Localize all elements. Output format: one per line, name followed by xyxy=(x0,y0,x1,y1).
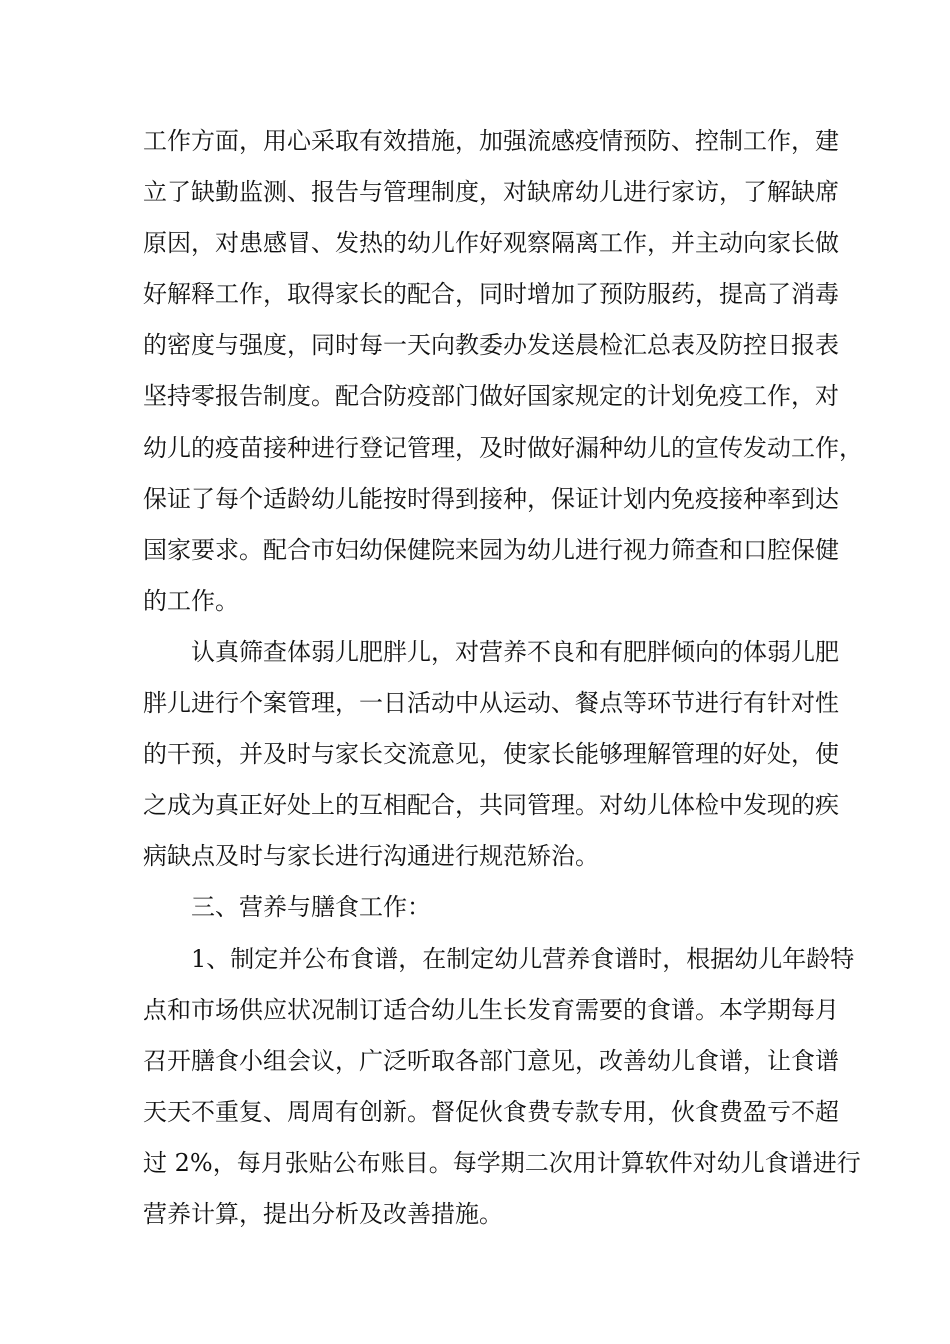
text-line: 胖儿进行个案管理，一日活动中从运动、餐点等环节进行有针对性 xyxy=(143,689,839,718)
text-line: 的工作。 xyxy=(143,586,239,615)
paragraph-start-line: 认真筛查体弱儿肥胖儿，对营养不良和有肥胖倾向的体弱儿肥 xyxy=(191,637,839,666)
text-line: 保证了每个适龄幼儿能按时得到接种，保证计划内免疫接种率到达 xyxy=(143,484,839,513)
text-line: 召开膳食小组会议，广泛听取各部门意见，改善幼儿食谱，让食谱 xyxy=(143,1046,839,1075)
paragraph-start-line: 1、制定并公布食谱，在制定幼儿营养食谱时，根据幼儿年龄特 xyxy=(191,944,855,973)
text-line: 好解释工作，取得家长的配合，同时增加了预防服药，提高了消毒 xyxy=(143,280,839,309)
text-line: 坚持零报告制度。配合防疫部门做好国家规定的计划免疫工作，对 xyxy=(143,382,839,411)
text-line: 立了缺勤监测、报告与管理制度，对缺席幼儿进行家访，了解缺席 xyxy=(143,178,839,207)
text-line: 过 2%，每月张贴公布账目。每学期二次用计算软件对幼儿食谱进行 xyxy=(143,1148,861,1177)
text-line: 病缺点及时与家长进行沟通进行规范矫治。 xyxy=(143,842,599,871)
text-line: 天天不重复、周周有创新。督促伙食费专款专用，伙食费盈亏不超 xyxy=(143,1097,839,1126)
text-line: 点和市场供应状况制订适合幼儿生长发育需要的食谱。本学期每月 xyxy=(143,995,839,1024)
text-line: 工作方面，用心采取有效措施，加强流感疫情预防、控制工作，建 xyxy=(143,127,839,155)
text-line: 原因，对患感冒、发热的幼儿作好观察隔离工作，并主动向家长做 xyxy=(143,229,839,258)
text-line: 国家要求。配合市妇幼保健院来园为幼儿进行视力筛查和口腔保健 xyxy=(143,535,839,564)
text-line: 之成为真正好处上的互相配合，共同管理。对幼儿体检中发现的疾 xyxy=(143,791,839,820)
text-line: 的密度与强度，同时每一天向教委办发送晨检汇总表及防控日报表 xyxy=(143,331,839,360)
document-body xyxy=(143,116,863,1240)
text-line: 营养计算，提出分析及改善措施。 xyxy=(143,1199,503,1228)
text-line: 幼儿的疫苗接种进行登记管理，及时做好漏种幼儿的宣传发动工作， xyxy=(143,433,863,462)
section-heading: 三、营养与膳食工作： xyxy=(191,893,431,922)
text-line: 的干预，并及时与家长交流意见，使家长能够理解管理的好处，使 xyxy=(143,740,839,769)
